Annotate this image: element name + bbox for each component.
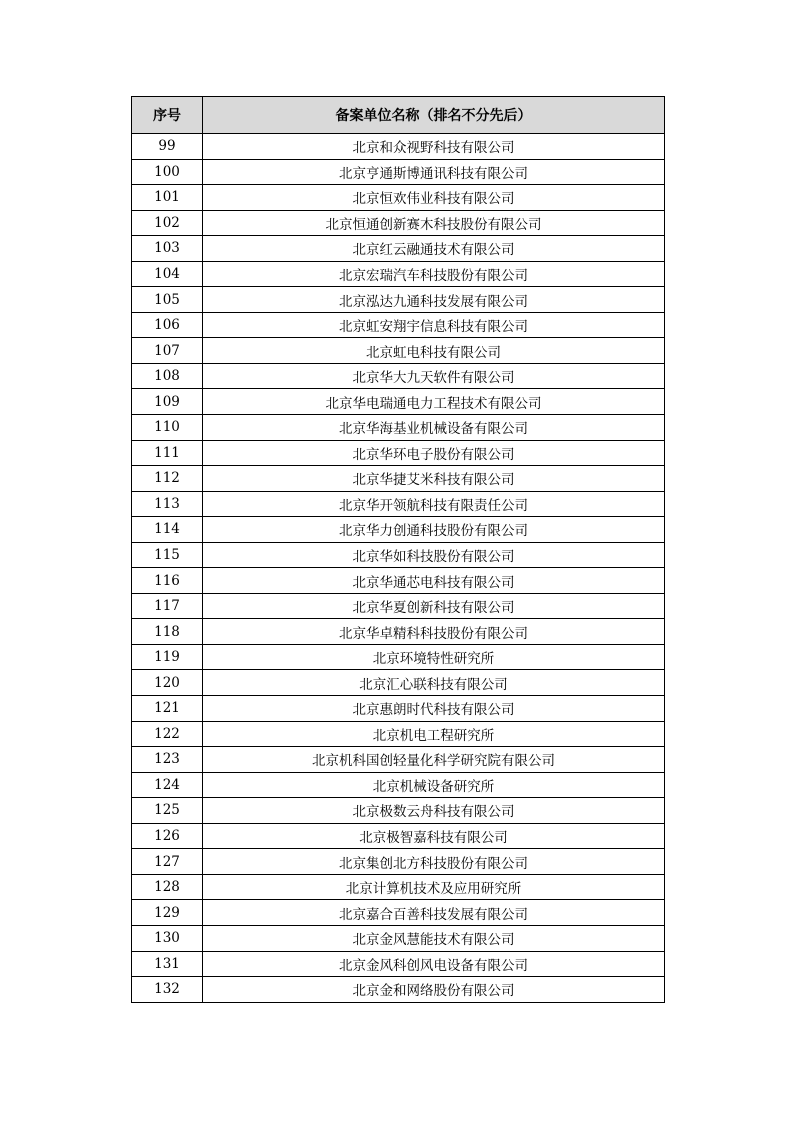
unit-name: 北京机科国创轻量化科学研究院有限公司 <box>203 747 665 773</box>
unit-name: 北京华通芯电科技有限公司 <box>203 568 665 594</box>
row-number: 112 <box>132 466 203 492</box>
unit-name: 北京华力创通科技股份有限公司 <box>203 517 665 543</box>
table-row <box>132 134 665 160</box>
table-row <box>132 542 665 568</box>
table-header-row <box>132 97 665 134</box>
unit-name: 北京嘉合百善科技发展有限公司 <box>203 900 665 926</box>
row-number: 99 <box>132 134 203 160</box>
table-row <box>132 670 665 696</box>
unit-name: 北京华夏创新科技有限公司 <box>203 593 665 619</box>
table-row <box>132 312 665 338</box>
row-number: 117 <box>132 593 203 619</box>
row-number: 105 <box>132 287 203 313</box>
row-number: 126 <box>132 823 203 849</box>
row-number: 130 <box>132 925 203 951</box>
table-row <box>132 338 665 364</box>
row-number: 115 <box>132 542 203 568</box>
row-number: 123 <box>132 747 203 773</box>
row-number: 121 <box>132 696 203 722</box>
unit-name: 北京环境特性研究所 <box>203 644 665 670</box>
unit-name: 北京恒通创新赛木科技股份有限公司 <box>203 210 665 236</box>
header-number: 序号 <box>132 97 203 134</box>
row-number: 132 <box>132 977 203 1003</box>
unit-name: 北京华海基业机械设备有限公司 <box>203 415 665 441</box>
unit-name: 北京虹安翔宇信息科技有限公司 <box>203 312 665 338</box>
row-number: 101 <box>132 185 203 211</box>
table-row <box>132 415 665 441</box>
table-row <box>132 440 665 466</box>
unit-name: 北京华电瑞通电力工程技术有限公司 <box>203 389 665 415</box>
row-number: 124 <box>132 772 203 798</box>
row-number: 127 <box>132 849 203 875</box>
row-number: 113 <box>132 491 203 517</box>
unit-name: 北京亨通斯博通讯科技有限公司 <box>203 159 665 185</box>
row-number: 110 <box>132 415 203 441</box>
unit-name: 北京机械设备研究所 <box>203 772 665 798</box>
document-page <box>131 96 664 1003</box>
unit-name: 北京金风慧能技术有限公司 <box>203 925 665 951</box>
table-row <box>132 798 665 824</box>
table-row <box>132 491 665 517</box>
row-number: 104 <box>132 261 203 287</box>
table-row <box>132 721 665 747</box>
table-row <box>132 389 665 415</box>
unit-name: 北京惠朗时代科技有限公司 <box>203 696 665 722</box>
row-number: 111 <box>132 440 203 466</box>
row-number: 120 <box>132 670 203 696</box>
table-row <box>132 363 665 389</box>
row-number: 114 <box>132 517 203 543</box>
unit-name: 北京金风科创风电设备有限公司 <box>203 951 665 977</box>
unit-name: 北京宏瑞汽车科技股份有限公司 <box>203 261 665 287</box>
table-row <box>132 644 665 670</box>
row-number: 108 <box>132 363 203 389</box>
row-number: 103 <box>132 236 203 262</box>
unit-name: 北京红云融通技术有限公司 <box>203 236 665 262</box>
unit-name: 北京华开领航科技有限责任公司 <box>203 491 665 517</box>
table-row <box>132 696 665 722</box>
table-row <box>132 849 665 875</box>
table-row <box>132 287 665 313</box>
table-row <box>132 874 665 900</box>
row-number: 100 <box>132 159 203 185</box>
table-row <box>132 466 665 492</box>
row-number: 125 <box>132 798 203 824</box>
table-row <box>132 236 665 262</box>
table-row <box>132 823 665 849</box>
unit-name: 北京金和网络股份有限公司 <box>203 977 665 1003</box>
table-body <box>132 134 665 1003</box>
unit-name: 北京华卓精科科技股份有限公司 <box>203 619 665 645</box>
table-row <box>132 977 665 1003</box>
table-row <box>132 900 665 926</box>
table-row <box>132 593 665 619</box>
row-number: 128 <box>132 874 203 900</box>
row-number: 109 <box>132 389 203 415</box>
registration-table <box>131 96 665 1003</box>
table-row <box>132 185 665 211</box>
table-row <box>132 772 665 798</box>
row-number: 102 <box>132 210 203 236</box>
table-row <box>132 747 665 773</box>
unit-name: 北京恒欢伟业科技有限公司 <box>203 185 665 211</box>
unit-name: 北京机电工程研究所 <box>203 721 665 747</box>
row-number: 122 <box>132 721 203 747</box>
unit-name: 北京华如科技股份有限公司 <box>203 542 665 568</box>
row-number: 106 <box>132 312 203 338</box>
row-number: 118 <box>132 619 203 645</box>
unit-name: 北京极智嘉科技有限公司 <box>203 823 665 849</box>
table-row <box>132 159 665 185</box>
table-row <box>132 619 665 645</box>
row-number: 116 <box>132 568 203 594</box>
row-number: 107 <box>132 338 203 364</box>
unit-name: 北京泓达九通科技发展有限公司 <box>203 287 665 313</box>
unit-name: 北京集创北方科技股份有限公司 <box>203 849 665 875</box>
unit-name: 北京华大九天软件有限公司 <box>203 363 665 389</box>
table-row <box>132 517 665 543</box>
unit-name: 北京和众视野科技有限公司 <box>203 134 665 160</box>
table-row <box>132 951 665 977</box>
row-number: 119 <box>132 644 203 670</box>
row-number: 129 <box>132 900 203 926</box>
table-row <box>132 568 665 594</box>
unit-name: 北京汇心联科技有限公司 <box>203 670 665 696</box>
unit-name: 北京华环电子股份有限公司 <box>203 440 665 466</box>
unit-name: 北京华捷艾米科技有限公司 <box>203 466 665 492</box>
unit-name: 北京极数云舟科技有限公司 <box>203 798 665 824</box>
table-row <box>132 925 665 951</box>
unit-name: 北京虹电科技有限公司 <box>203 338 665 364</box>
table-row <box>132 261 665 287</box>
row-number: 131 <box>132 951 203 977</box>
header-unit-name: 备案单位名称（排名不分先后） <box>203 97 665 134</box>
unit-name: 北京计算机技术及应用研究所 <box>203 874 665 900</box>
table-row <box>132 210 665 236</box>
